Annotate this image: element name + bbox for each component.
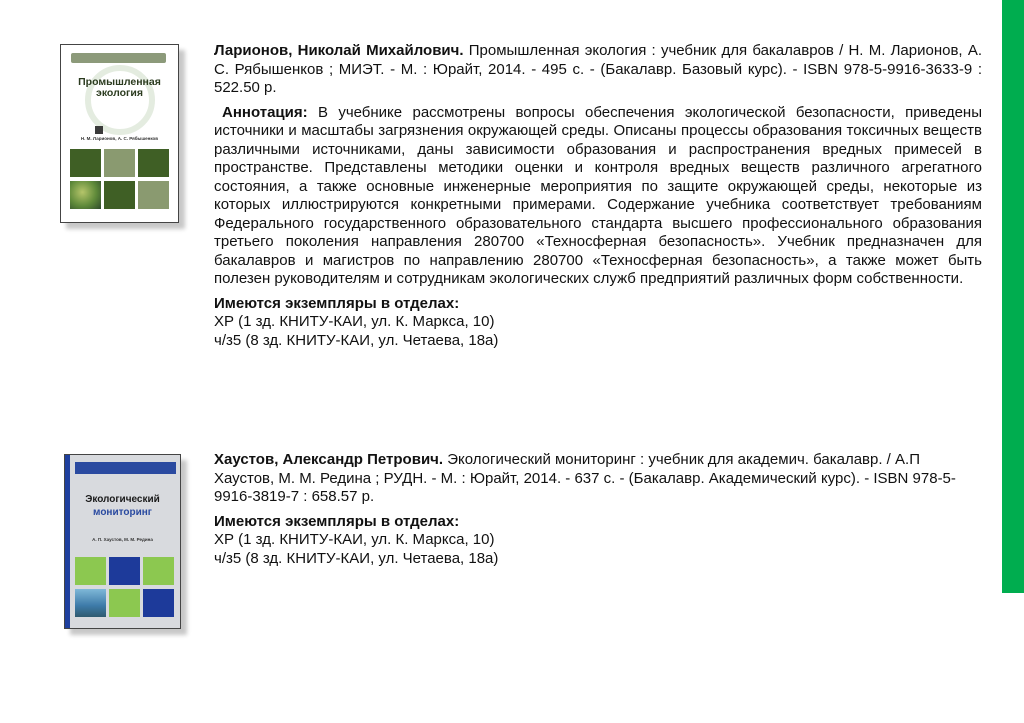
cover-tile	[143, 557, 174, 585]
cover-tile	[109, 589, 140, 617]
cover-authors: Н. М. Ларионов, А. С. Рябышенков	[80, 136, 159, 141]
cover-tile	[75, 557, 106, 585]
cover-tile	[104, 181, 135, 209]
accent-bar	[1002, 0, 1024, 593]
cover-tile	[143, 589, 174, 617]
holding-item: ХР (1 зд. КНИТУ-КАИ, ул. К. Маркса, 10)	[214, 531, 495, 548]
citation: Ларионов, Николай Михайлович. Промышленная экология : учебник для бакалавров / Н. М. Ларионов, А. С. Рябышенков ; МИЭТ. - М. : Юрайт, 2014. - 495 с. - (Бакалавр. Базовый курс). - ISBN 978-5-9916-3633-9 : 522.50 р.	[214, 42, 982, 96]
holding-item: ХР (1 зд. КНИТУ-КАИ, ул. К. Маркса, 10)	[214, 313, 495, 330]
citation: Хаустов, Александр Петрович. Экологический мониторинг : учебник для академич. бакалавр. / А.П Хаустов, М. М. Редина ; РУДН. - М. : Юрайт, 2014. - 637 с. - (Бакалавр. Академический курс). - ISBN 978-5-9916-3819-7 : 658.57 р.	[214, 451, 956, 505]
holding-item: ч/з5 (8 зд. КНИТУ-КАИ, ул. Четаева, 18а)	[214, 549, 499, 567]
cover-tile	[138, 149, 169, 177]
publisher-band	[75, 462, 176, 474]
holdings-label: Имеются экземпляры в отделах:	[214, 294, 460, 312]
cover-tile	[138, 181, 169, 209]
annotation: Аннотация: В учебнике рассмотрены вопросы обеспечения экологической безопасности, приведены источники и масштабы загрязнения окружающей среды. Описаны процессы образования токсичных веществ различными источниками, даны зависимости образования и распространения вредных примесей в пространстве. Представлены методики оценки и контроля вредных веществ различного агрегатного состояния, а также основные инженерные мероприятия по защите окружающей среды, некоторые из которых иллюстрируются конкретными примерами. Содержание учебника соответствует требованиям Федерального государственного образовательного стандарта высшего профессионального образования третьего поколения направления 280700 «Техносферная безопасность». Учебник предназначен для бакалавров и магистров по направлению 280700 «Техносферная безопасность», а также может быть полезен руководителям и сотрудникам экологических служб предприятий различных форм собственности.	[214, 103, 982, 287]
publisher-band	[71, 53, 166, 63]
cover-title: Экологический мониторинг	[85, 494, 160, 518]
cover-photo-tile	[75, 589, 106, 617]
cover-photo-tile	[70, 181, 101, 209]
publisher-logo-icon	[95, 126, 103, 134]
cover-title: Промышленная экология	[78, 76, 161, 99]
holding-item: ч/з5 (8 зд. КНИТУ-КАИ, ул. Четаева, 18а)	[214, 331, 499, 349]
book-entry-1	[214, 42, 982, 350]
author: Хаустов, Александр Петрович.	[214, 451, 444, 468]
annotation-label: Аннотация:	[222, 103, 308, 121]
cover-authors: А. П. Хаустов, М. М. Редина	[92, 537, 153, 542]
cover-tile	[104, 149, 135, 177]
book-cover-ecological-monitoring	[64, 454, 181, 629]
book-entry-2	[214, 451, 982, 568]
cover-tile	[109, 557, 140, 585]
book-cover-industrial-ecology	[60, 44, 179, 223]
cover-tile	[70, 149, 101, 177]
holdings-label: Имеются экземпляры в отделах:	[214, 512, 460, 530]
author: Ларионов, Николай Михайлович.	[214, 42, 464, 59]
